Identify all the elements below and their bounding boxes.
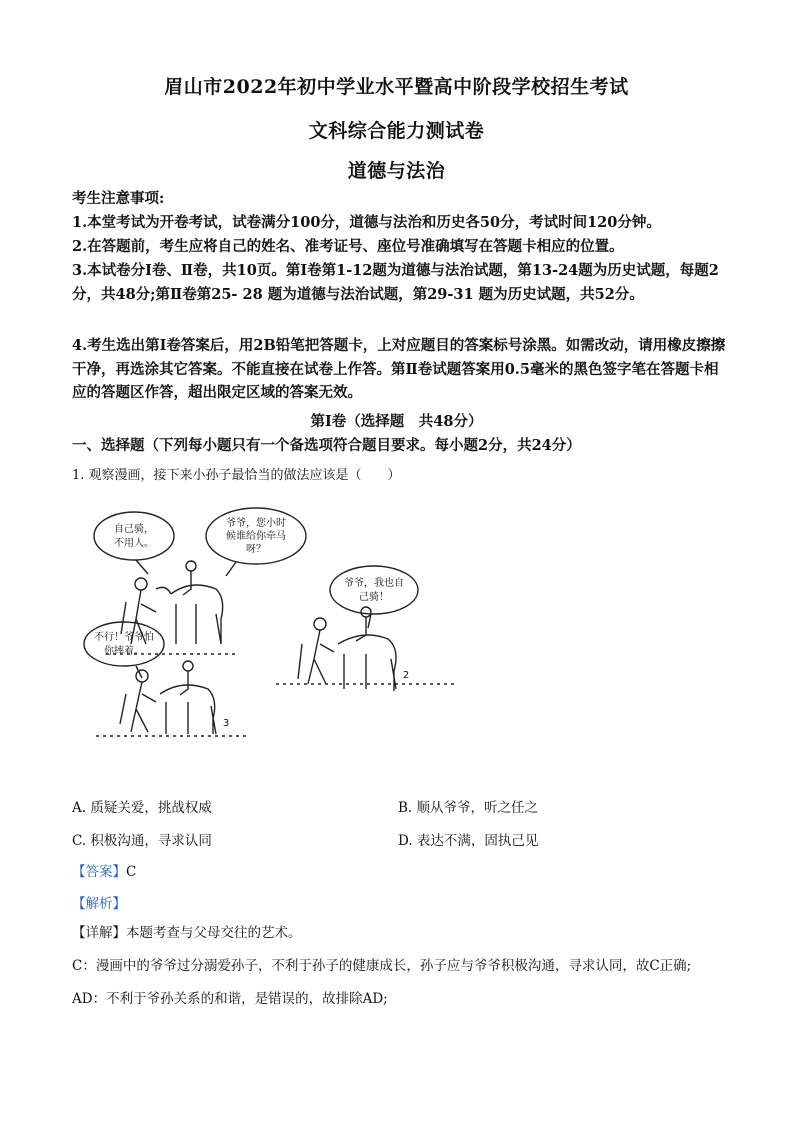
part-heading: 一、选择题（下列每小题只有一个备选项符合题目要求。每小题2分，共24分） bbox=[72, 437, 581, 454]
notes-heading: 考生注意事项: bbox=[72, 190, 165, 207]
bubble1-line2: 不用人。 bbox=[114, 538, 154, 549]
analysis-ad-line: AD：不利于爷孙关系的和谐，是错误的，故排除AD; bbox=[72, 991, 388, 1007]
bubble3-line1: 爷爷，我也自 bbox=[344, 578, 404, 589]
bubble2-line1: 爷爷，您小时 bbox=[226, 518, 286, 529]
bubble4-line2: 你摔着。 bbox=[104, 646, 144, 657]
analysis-tag: 【解析】 bbox=[72, 896, 126, 912]
comic-illustration bbox=[76, 494, 476, 744]
note-item-1: 1.本堂考试为开卷考试，试卷满分100分，道德与法治和历史各50分，考试时间120分钟。 bbox=[72, 214, 661, 231]
subject-title: 道德与法治 bbox=[347, 160, 446, 182]
answer-tag: 【答案】 bbox=[72, 864, 126, 880]
bubble1-line1: 自己骑， bbox=[114, 524, 154, 535]
option-d: D. 表达不满，固执己见 bbox=[398, 833, 539, 849]
option-c: C. 积极沟通，寻求认同 bbox=[72, 833, 212, 849]
panel-number-2: 2 bbox=[402, 670, 410, 681]
bubble4-line1: 不行！爷爷怕 bbox=[94, 632, 154, 643]
note-item-3: 3.本试卷分Ⅰ卷、Ⅱ卷，共10页。第Ⅰ卷第1-12题为道德与法治试题，第13-24题为历史试题，每题2分，共48分;第Ⅱ卷第25- 28 题为道德与法治试题，第29-31 题为历史试题，共52分。 bbox=[72, 262, 719, 303]
panel-number-3: 3 bbox=[222, 718, 230, 729]
detail-tag: 【详解】 bbox=[72, 925, 126, 941]
exam-subtitle: 文科综合能力测试卷 bbox=[308, 120, 485, 142]
analysis-c-line: C：漫画中的爷爷过分溺爱孙子，不利于孙子的健康成长，孙子应与爷爷积极沟通，寻求认同，故C正确; bbox=[72, 958, 692, 974]
answer-value: C bbox=[126, 864, 137, 880]
option-a: A. 质疑关爱，挑战权威 bbox=[72, 800, 212, 816]
option-b: B. 顺从爷爷，听之任之 bbox=[398, 800, 539, 816]
detail-text: 本题考查与父母交往的艺术。 bbox=[126, 925, 302, 941]
bubble3-line2: 己骑！ bbox=[359, 592, 389, 603]
question-stem: 1. 观察漫画，接下来小孙子最恰当的做法应该是（ ） bbox=[72, 468, 401, 483]
section-heading: 第Ⅰ卷（选择题 共48分） bbox=[310, 413, 483, 430]
detail-line bbox=[72, 921, 302, 941]
note-item-4: 4.考生选出第Ⅰ卷答案后，用2B铅笔把答题卡，上对应题目的答案标号涂黑。如需改动，请用橡皮擦擦干净，再选涂其它答案。不能直接在试卷上作答。第Ⅱ卷试题答案用0.5毫米的黑色签字笔在答题卡相应的答题区作答，超出限定区域的答案无效。 bbox=[72, 337, 726, 401]
exam-title: 眉山市2022年初中学业水平暨高中阶段学校招生考试 bbox=[164, 76, 629, 98]
answer-line bbox=[72, 860, 136, 880]
bubble2-line3: 呀？ bbox=[246, 544, 266, 555]
note-item-2: 2.在答题前，考生应将自己的姓名、准考证号、座位号准确填写在答题卡相应的位置。 bbox=[72, 238, 624, 255]
bubble2-line2: 候谁给你牵马 bbox=[226, 531, 286, 542]
